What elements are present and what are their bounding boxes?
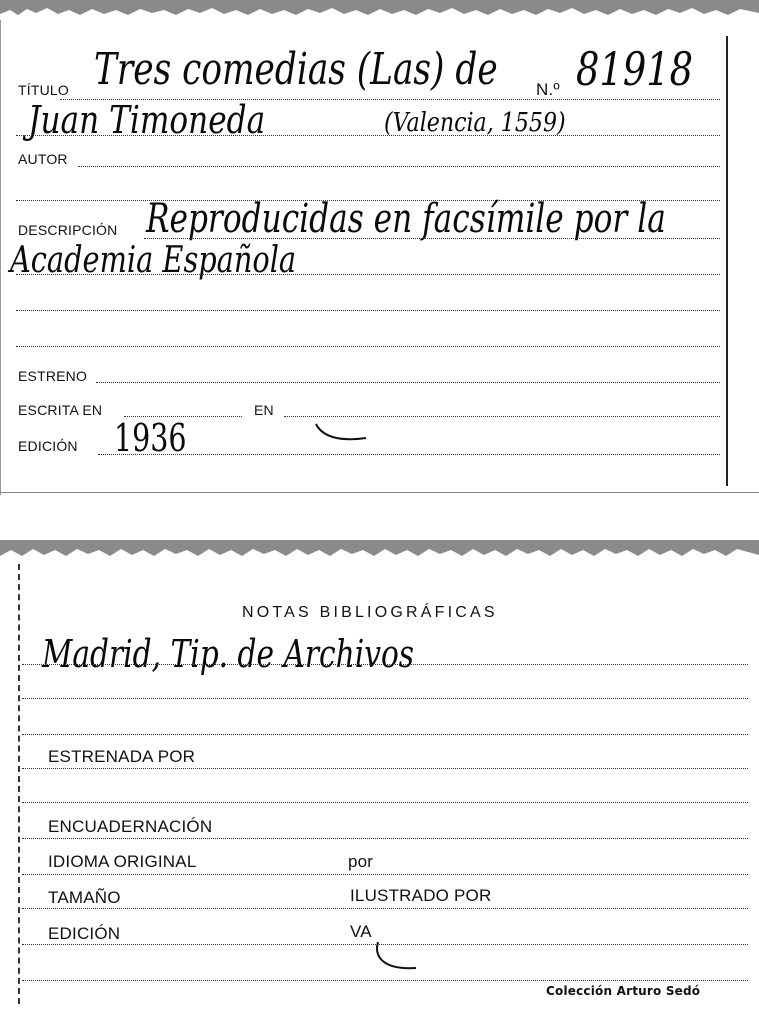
blank-rule xyxy=(22,802,748,803)
descripcion-label: DESCRIPCIÓN xyxy=(18,222,118,238)
notas-rule-2 xyxy=(22,698,748,699)
ilustrado-por-label: ILUSTRADO POR xyxy=(350,886,492,905)
en-rule xyxy=(284,416,720,417)
card-bottom-edge xyxy=(0,492,759,493)
edicion-handwritten: 1936 xyxy=(114,416,187,460)
collection-footer: Colección Arturo Sedó xyxy=(546,984,701,998)
edicion-bottom-label: EDICIÓN xyxy=(48,924,121,943)
descripcion-rule-3 xyxy=(16,310,720,311)
card-left-border xyxy=(18,564,20,1004)
estrenada-por-label: ESTRENADA POR xyxy=(48,747,196,766)
escrita-en-label: ESCRITA EN xyxy=(18,402,103,418)
estrenada-por-rule xyxy=(22,768,748,769)
notas-rule-3 xyxy=(22,734,748,735)
numero-prefix: N.º xyxy=(536,80,560,99)
titulo-rule-2 xyxy=(16,135,720,136)
bottom-rule xyxy=(22,980,748,981)
title-handwritten-line2: Juan Timoneda xyxy=(28,98,266,142)
descripcion-rule-2 xyxy=(16,274,720,275)
numero-handwritten: 81918 xyxy=(576,42,694,96)
titulo-label: TÍTULO xyxy=(18,82,69,98)
tamano-label: TAMAÑO xyxy=(48,888,121,907)
encuadernacion-label: ENCUADERNACIÓN xyxy=(48,817,213,836)
title-handwritten-place: (Valencia, 1559) xyxy=(384,108,566,138)
estreno-rule xyxy=(96,382,720,383)
edicion-rule xyxy=(98,454,720,455)
tamano-rule xyxy=(22,908,748,909)
estreno-label: ESTRENO xyxy=(18,368,88,384)
va-label: VA xyxy=(350,922,372,941)
autor-label: AUTOR xyxy=(18,151,68,167)
notas-heading: NOTAS BIBLIOGRÁFICAS xyxy=(242,604,498,621)
ink-mark xyxy=(312,418,372,448)
descripcion-handwritten-line1: Reproducidas en facsímile por la xyxy=(146,196,666,242)
catalog-card-top xyxy=(0,0,759,495)
edicion-label: EDICIÓN xyxy=(18,438,78,454)
catalog-card-bottom xyxy=(0,540,759,1028)
en-label: EN xyxy=(254,402,274,418)
card-left-edge xyxy=(0,20,1,495)
por-label: por xyxy=(348,852,374,871)
idioma-original-label: IDIOMA ORIGINAL xyxy=(48,852,197,871)
torn-edge-bottom-card xyxy=(0,540,759,564)
notas-handwritten-line1: Madrid, Tip. de Archivos xyxy=(42,632,415,676)
title-handwritten-line1: Tres comedias (Las) de xyxy=(94,44,498,95)
descripcion-rule xyxy=(144,238,720,239)
encuadernacion-rule xyxy=(22,838,748,839)
descripcion-rule-4 xyxy=(16,346,720,347)
ink-mark-bottom xyxy=(368,938,424,978)
torn-edge-top xyxy=(0,0,759,24)
card-right-border xyxy=(726,36,728,486)
notas-rule-1 xyxy=(22,664,748,665)
idioma-rule xyxy=(22,874,748,875)
autor-rule xyxy=(78,166,720,167)
descripcion-handwritten-line2: Academia Española xyxy=(10,240,297,281)
